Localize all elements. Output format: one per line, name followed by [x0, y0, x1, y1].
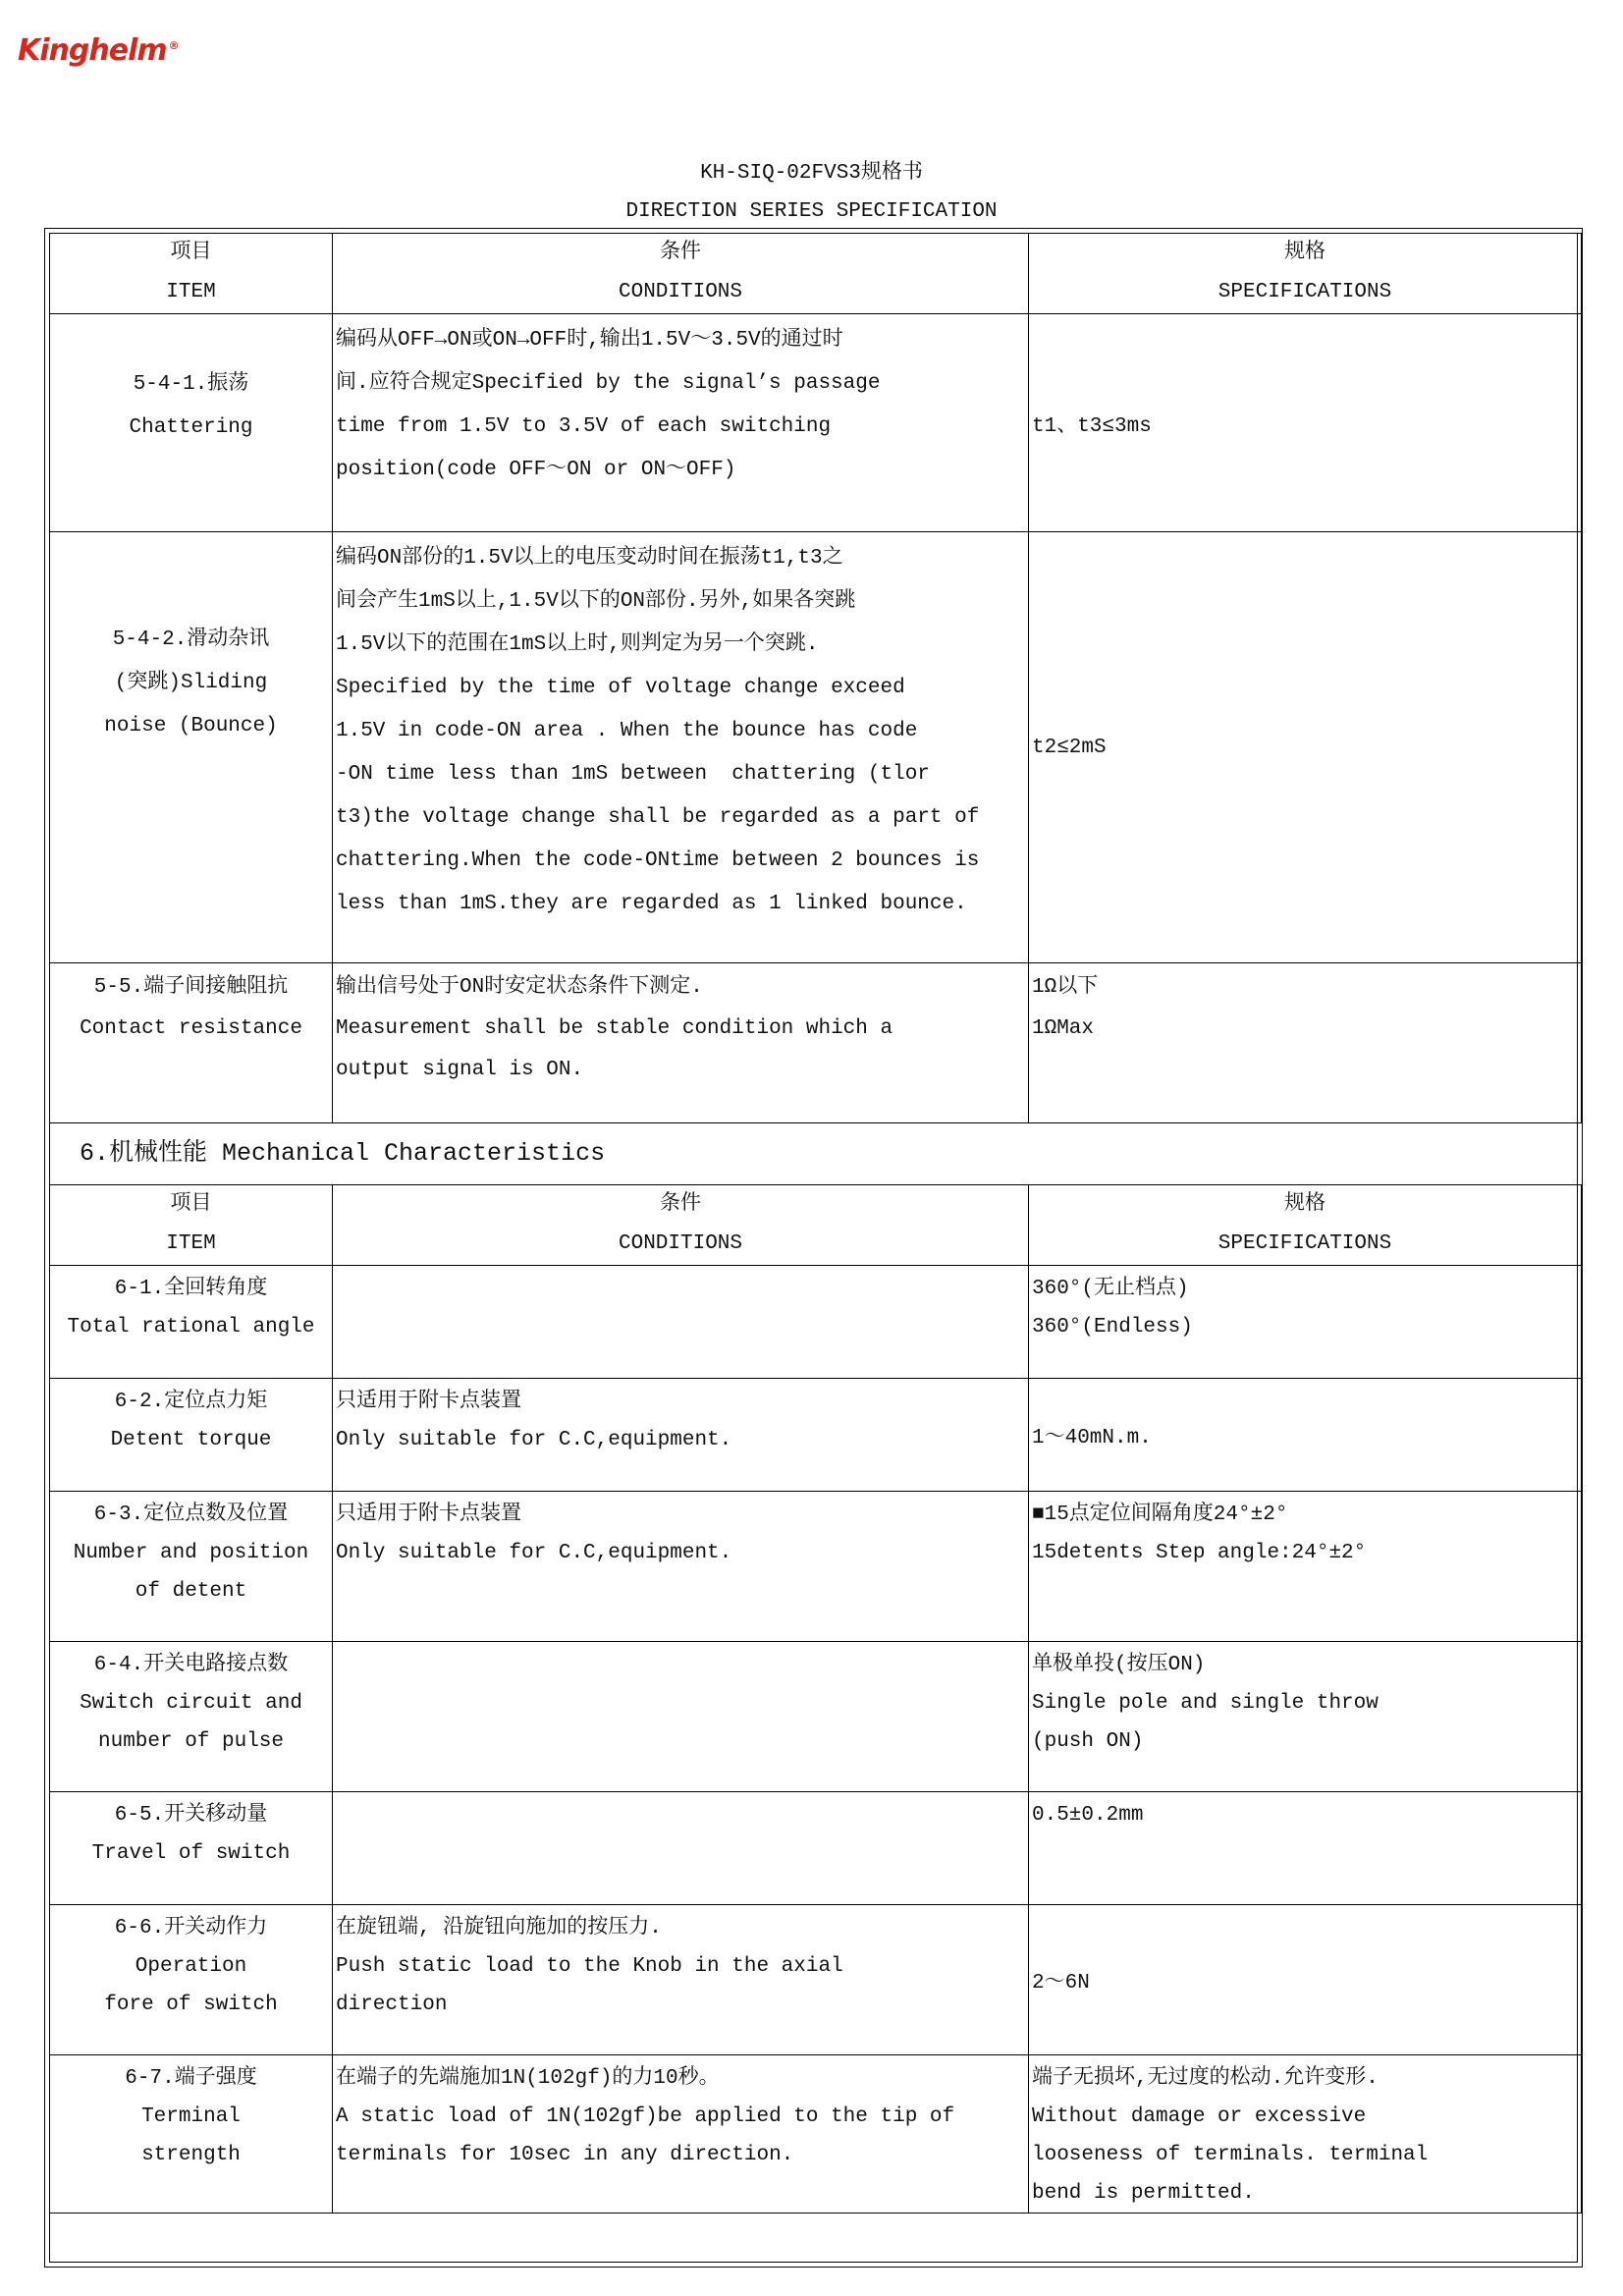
table-row — [50, 963, 1582, 1123]
spec-cell: 端子无损坏,无过度的松动.允许变形. Without damage or excessive looseness of terminals. terminal bend is permitted. — [1029, 2055, 1582, 2214]
table-row — [50, 1266, 1582, 1379]
header-item: 项目 ITEM — [50, 1185, 333, 1266]
conditions-cell — [333, 1266, 1029, 1379]
table-row — [50, 1492, 1582, 1642]
spec-cell: ■15点定位间隔角度24°±2° 15detents Step angle:24°±2° — [1029, 1492, 1582, 1642]
spec-cell: 360°(无止档点) 360°(Endless) — [1029, 1266, 1582, 1379]
item-cell: 5-4-2.滑动杂讯 (突跳)Sliding noise (Bounce) — [50, 532, 333, 963]
table-row — [50, 1905, 1582, 2055]
header-specifications: 规格 SPECIFICATIONS — [1029, 1185, 1582, 1266]
conditions-cell: 只适用于附卡点装置 Only suitable for C.C,equipment. — [333, 1492, 1029, 1642]
item-cell: 6-2.定位点力矩 Detent torque — [50, 1379, 333, 1492]
mechanical-spec-table — [49, 1184, 1582, 2214]
table-row — [50, 2055, 1582, 2214]
item-cell: 6-7.端子强度 Terminal strength — [50, 2055, 333, 2214]
conditions-cell: 只适用于附卡点装置 Only suitable for C.C,equipment. — [333, 1379, 1029, 1492]
conditions-cell — [333, 1642, 1029, 1792]
spec-cell: 1Ω以下 1ΩMax — [1029, 963, 1582, 1123]
document-subtitle: DIRECTION SERIES SPECIFICATION — [625, 200, 998, 223]
item-cell: 6-5.开关移动量 Travel of switch — [50, 1792, 333, 1905]
item-cell: 5-5.端子间接触阻抗 Contact resistance — [50, 963, 333, 1123]
item-cell: 6-3.定位点数及位置 Number and position of detent — [50, 1492, 333, 1642]
item-cell: 6-6.开关动作力 Operation fore of switch — [50, 1905, 333, 2055]
spec-cell: 1～40mN.m. — [1029, 1379, 1582, 1492]
header-conditions: 条件 CONDITIONS — [333, 234, 1029, 314]
item-cell: 5-4-1.振荡 Chattering — [50, 314, 333, 532]
conditions-cell: 在旋钮端, 沿旋钮向施加的按压力. Push static load to the Knob in the axial direction — [333, 1905, 1029, 2055]
table-row — [50, 532, 1582, 963]
header-conditions: 条件 CONDITIONS — [333, 1185, 1029, 1266]
spec-cell: 单极单投(按压ON) Single pole and single throw (push ON) — [1029, 1642, 1582, 1792]
conditions-cell: 编码从OFF→ON或ON→OFF时,输出1.5V～3.5V的通过时 间.应符合规定Specified by the signal’s passage time from 1.5V to 3.5V of each switching position(code OFF～ON or ON～OFF) — [333, 314, 1029, 532]
item-cell: 6-4.开关电路接点数 Switch circuit and number of pulse — [50, 1642, 333, 1792]
registered-mark: ® — [168, 39, 179, 52]
document-title: KH-SIQ-02FVS3规格书 — [700, 162, 923, 185]
header-item: 项目 ITEM — [50, 234, 333, 314]
logo-text: Kinghelm — [18, 33, 167, 68]
spec-cell: 0.5±0.2mm — [1029, 1792, 1582, 1905]
conditions-cell: 输出信号处于ON时安定状态条件下测定. Measurement shall be stable condition which a output signal is ON. — [333, 963, 1029, 1123]
conditions-cell: 在端子的先端施加1N(102gf)的力10秒。 A static load of 1N(102gf)be applied to the tip of terminals for 10sec in any direction. — [333, 2055, 1029, 2214]
header-specifications: 规格 SPECIFICATIONS — [1029, 234, 1582, 314]
conditions-cell: 编码ON部份的1.5V以上的电压变动时间在振荡t1,t3之 间会产生1mS以上,1.5V以下的ON部份.另外,如果各突跳 1.5V以下的范围在1mS以上时,则判定为另一个突跳. Specified by the time of voltage change exceed 1.5V in code-ON area . When the bounce has code -ON time less than 1mS between chattering (tlor t3)the voltage change shall be regarded as a part of chattering.When the code-ONtime between 2 bounces is less than 1mS.they are regarded as 1 linked bounce. — [333, 532, 1029, 963]
spec-cell: t2≤2mS — [1029, 532, 1582, 963]
item-cell: 6-1.全回转角度 Total rational angle — [50, 1266, 333, 1379]
table-row — [50, 314, 1582, 532]
table-header-row — [50, 1185, 1582, 1266]
company-logo — [18, 33, 179, 68]
spec-cell: 2～6N — [1029, 1905, 1582, 2055]
section-title-mechanical: 6.机械性能 Mechanical Characteristics — [49, 1122, 1578, 1185]
electrical-spec-table — [49, 233, 1582, 1123]
table-header-row — [50, 234, 1582, 314]
table-row — [50, 1642, 1582, 1792]
spec-cell: t1、t3≤3ms — [1029, 314, 1582, 532]
table-row — [50, 1792, 1582, 1905]
conditions-cell — [333, 1792, 1029, 1905]
table-row — [50, 1379, 1582, 1492]
